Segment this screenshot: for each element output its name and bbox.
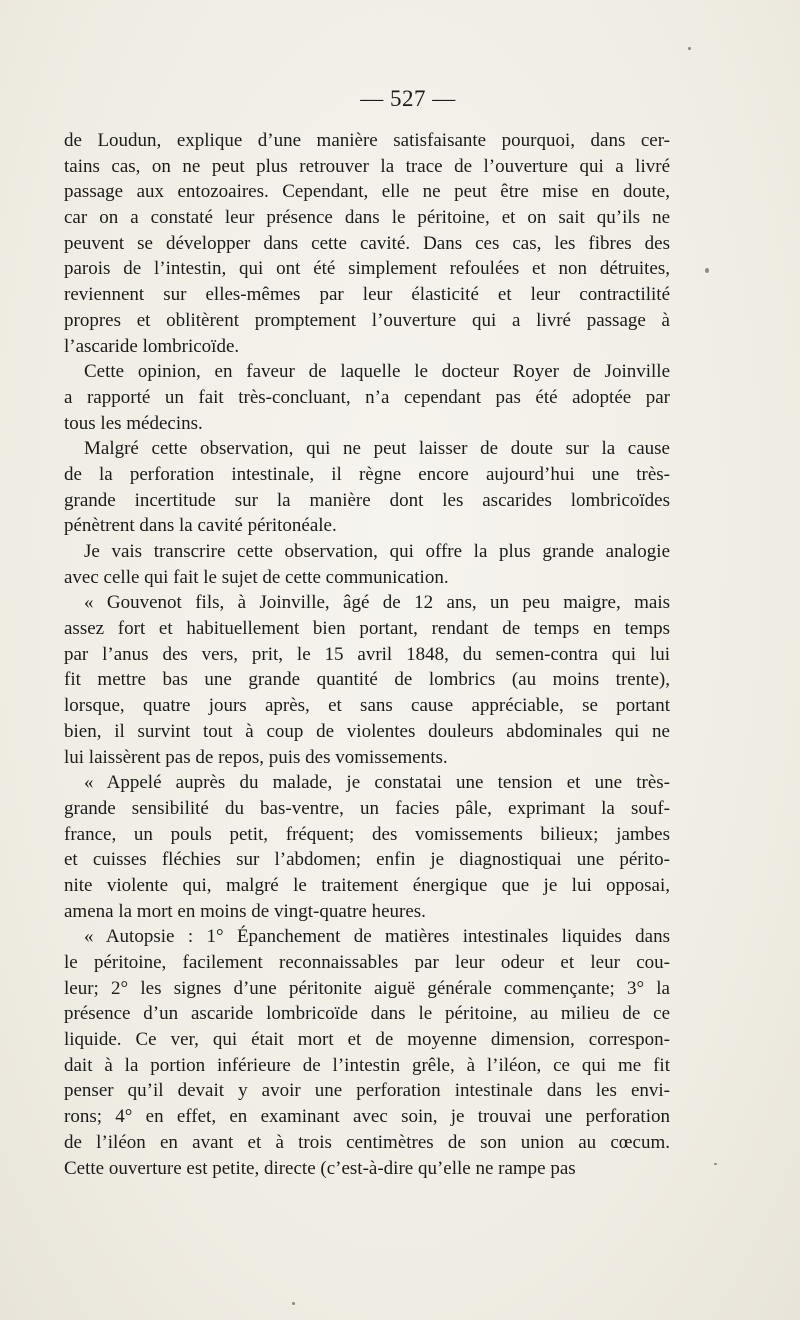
text-line: propres et oblitèrent promptement l’ouverture qui a livré passage à xyxy=(64,309,670,331)
text-line: assez fort et habituellement bien portant, rendant de temps en temps xyxy=(64,618,670,640)
text-line: parois de l’intestin, qui ont été simplement refoulées et non détruites, xyxy=(64,258,670,280)
text-line: leur; 2° les signes d’une péritonite aiguë générale commençante; 3° la xyxy=(64,977,670,999)
paragraph xyxy=(64,539,670,590)
text-line: liquide. Ce ver, qui était mort et de moyenne dimension, correspon- xyxy=(64,1029,670,1051)
text-line: rons; 4° en effet, en examinant avec soin, je trouvai une perforation xyxy=(64,1106,670,1128)
text-line: l’ascaride lombricoïde. xyxy=(64,335,240,357)
text-line: passage aux entozoaires. Cependant, elle ne peut être mise en doute, xyxy=(64,181,670,203)
paragraph xyxy=(64,924,670,1181)
paragraph xyxy=(64,436,670,539)
text-line: lui laissèrent pas de repos, puis des vomissements. xyxy=(64,746,448,768)
text-line: grande incertitude sur la manière dont les ascarides lombricoïdes xyxy=(64,489,670,511)
text-line: de Loudun, explique d’une manière satisfaisante pourquoi, dans cer- xyxy=(64,130,670,151)
ink-speck xyxy=(688,47,691,50)
text-line: reviennent sur elles-mêmes par leur élasticité et leur contractilité xyxy=(64,284,670,306)
text-line: Malgré cette observation, qui ne peut laisser de doute sur la cause xyxy=(84,438,670,460)
text-line: Cette ouverture est petite, directe (c’est-à-dire qu’elle ne rampe pas xyxy=(64,1157,576,1179)
text-line: tous les médecins. xyxy=(64,412,203,434)
paragraph xyxy=(64,590,670,770)
text-line: a rapporté un fait très-concluant, n’a cependant pas été adoptée par xyxy=(64,386,670,408)
text-line: car on a constaté leur présence dans le péritoine, et on sait qu’ils ne xyxy=(64,207,670,229)
text-line: « Autopsie : 1° Épanchement de matières intestinales liquides dans xyxy=(84,926,670,948)
page-number-text: — 527 — xyxy=(360,86,456,111)
text-line: dait à la portion inférieure de l’intestin grêle, à l’iléon, ce qui me fit xyxy=(64,1054,670,1076)
ink-speck xyxy=(705,268,709,273)
text-line: fit mettre bas une grande quantité de lombrics (au moins trente), xyxy=(64,669,670,691)
page-number xyxy=(0,86,800,112)
text-line: présence d’un ascaride lombricoïde dans le péritoine, au milieu de ce xyxy=(64,1003,670,1025)
ink-speck xyxy=(292,1302,295,1305)
text-line: tains cas, on ne peut plus retrouver la trace de l’ouverture qui a livré xyxy=(64,155,670,177)
text-line: amena la mort en moins de vingt-quatre heures. xyxy=(64,900,426,922)
text-line: « Gouvenot fils, à Joinville, âgé de 12 ans, un peu maigre, mais xyxy=(84,592,670,614)
text-line: « Appelé auprès du malade, je constatai une tension et une très- xyxy=(84,772,670,794)
ink-speck xyxy=(714,1163,717,1165)
text-line: Cette opinion, en faveur de laquelle le docteur Royer de Joinville xyxy=(84,361,670,383)
text-line: de l’iléon en avant et à trois centimètres de son union au cœcum. xyxy=(64,1131,670,1153)
text-line: et cuisses fléchies sur l’abdomen; enfin je diagnostiquai une périto- xyxy=(64,849,670,871)
body-text xyxy=(64,128,670,1181)
text-line: par l’anus des vers, prit, le 15 avril 1848, du semen-contra qui lui xyxy=(64,643,670,665)
paragraph xyxy=(64,770,670,924)
text-line: pénètrent dans la cavité péritonéale. xyxy=(64,515,337,537)
text-line: nite violente qui, malgré le traitement énergique que je lui opposai, xyxy=(64,874,670,896)
paragraph xyxy=(64,128,670,359)
text-line: peuvent se développer dans cette cavité. Dans ces cas, les fibres des xyxy=(64,232,670,254)
text-line: penser qu’il devait y avoir une perforation intestinale dans les envi- xyxy=(64,1080,670,1102)
text-line: avec celle qui fait le sujet de cette communication. xyxy=(64,566,449,588)
text-line: grande sensibilité du bas-ventre, un facies pâle, exprimant la souf- xyxy=(64,797,670,819)
text-line: france, un pouls petit, fréquent; des vomissements bilieux; jambes xyxy=(64,823,670,845)
text-line: Je vais transcrire cette observation, qui offre la plus grande analogie xyxy=(84,541,670,562)
paragraph xyxy=(64,359,670,436)
text-line: bien, il survint tout à coup de violentes douleurs abdominales qui ne xyxy=(64,720,670,742)
text-line: le péritoine, facilement reconnaissables par leur odeur et leur cou- xyxy=(64,952,670,973)
text-line: de la perforation intestinale, il règne encore aujourd’hui une très- xyxy=(64,463,670,485)
text-line: lorsque, quatre jours après, et sans cause appréciable, se portant xyxy=(64,695,670,717)
